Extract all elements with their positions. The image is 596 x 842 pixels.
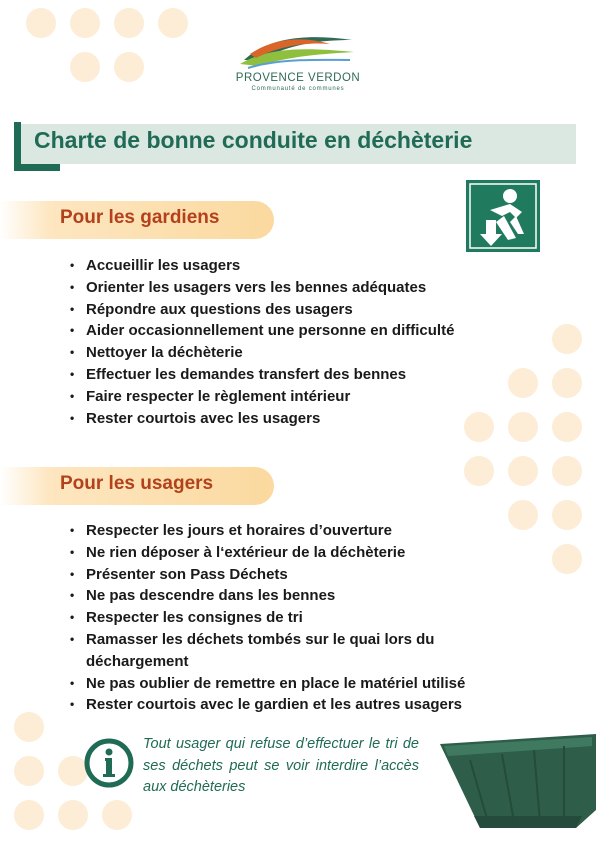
logo-tagline: Communauté de communes xyxy=(251,86,345,92)
list-item: • Orienter les usagers vers les bennes adéquates xyxy=(70,277,454,299)
decorative-dot xyxy=(552,324,582,354)
list-item: • Ne pas descendre dans les bennes xyxy=(70,585,530,607)
decorative-dot xyxy=(70,8,100,38)
decorative-dot xyxy=(464,456,494,486)
logo-name: PROVENCE VERDON xyxy=(235,72,361,84)
list-item: • Nettoyer la déchèterie xyxy=(70,342,454,364)
info-icon xyxy=(84,738,134,788)
list-item: • Aider occasionnellement une personne en difficulté xyxy=(70,320,454,342)
decorative-dot xyxy=(58,800,88,830)
provence-verdon-logo xyxy=(230,30,366,96)
title-corner-accent xyxy=(14,164,60,171)
gardiens-heading: Pour les gardiens xyxy=(60,207,220,228)
waste-drop-sign-icon xyxy=(466,180,540,252)
decorative-dot xyxy=(14,756,44,786)
usagers-heading: Pour les usagers xyxy=(60,473,214,494)
list-item: • Effectuer les demandes transfert des bennes xyxy=(70,364,454,386)
decorative-dot xyxy=(552,544,582,574)
list-item: • Rester courtois avec les usagers xyxy=(70,408,454,430)
list-item: • Respecter les jours et horaires d’ouverture xyxy=(70,520,530,542)
decorative-dot xyxy=(26,8,56,38)
decorative-dot xyxy=(552,412,582,442)
decorative-dot xyxy=(158,8,188,38)
usagers-list xyxy=(70,520,530,716)
decorative-dot xyxy=(552,456,582,486)
list-item: • Faire respecter le règlement intérieur xyxy=(70,386,454,408)
title-corner-accent xyxy=(14,122,21,170)
list-item: • Ne pas oublier de remettre en place le matériel utilisé xyxy=(70,673,530,695)
decorative-dot xyxy=(114,8,144,38)
list-item: • Ne rien déposer à l‘extérieur de la déchèterie xyxy=(70,542,530,564)
skip-container-icon xyxy=(440,730,596,830)
list-item: • Accueillir les usagers xyxy=(70,255,454,277)
decorative-dot xyxy=(508,456,538,486)
refusal-note: Tout usager qui refuse d’effectuer le tri de ses déchets peut se voir interdire l’accès aux déchèteries xyxy=(143,736,419,795)
decorative-dot xyxy=(552,500,582,530)
decorative-dot xyxy=(14,712,44,742)
list-item: • Ramasser les déchets tombés sur le quai lors du déchargement xyxy=(70,629,496,673)
list-item: • Répondre aux questions des usagers xyxy=(70,299,454,321)
page-title: Charte de bonne conduite en déchèterie xyxy=(34,127,473,153)
decorative-dot xyxy=(14,800,44,830)
decorative-dot xyxy=(102,800,132,830)
decorative-dot xyxy=(552,368,582,398)
gardiens-list xyxy=(70,255,454,429)
decorative-dot xyxy=(114,52,144,82)
list-item: • Présenter son Pass Déchets xyxy=(70,564,530,586)
decorative-dot xyxy=(70,52,100,82)
list-item: • Rester courtois avec le gardien et les autres usagers xyxy=(70,694,530,716)
decorative-dot xyxy=(508,412,538,442)
list-item: • Respecter les consignes de tri xyxy=(70,607,530,629)
decorative-dot xyxy=(508,368,538,398)
decorative-dot xyxy=(464,412,494,442)
logo-hills-icon xyxy=(230,30,366,72)
